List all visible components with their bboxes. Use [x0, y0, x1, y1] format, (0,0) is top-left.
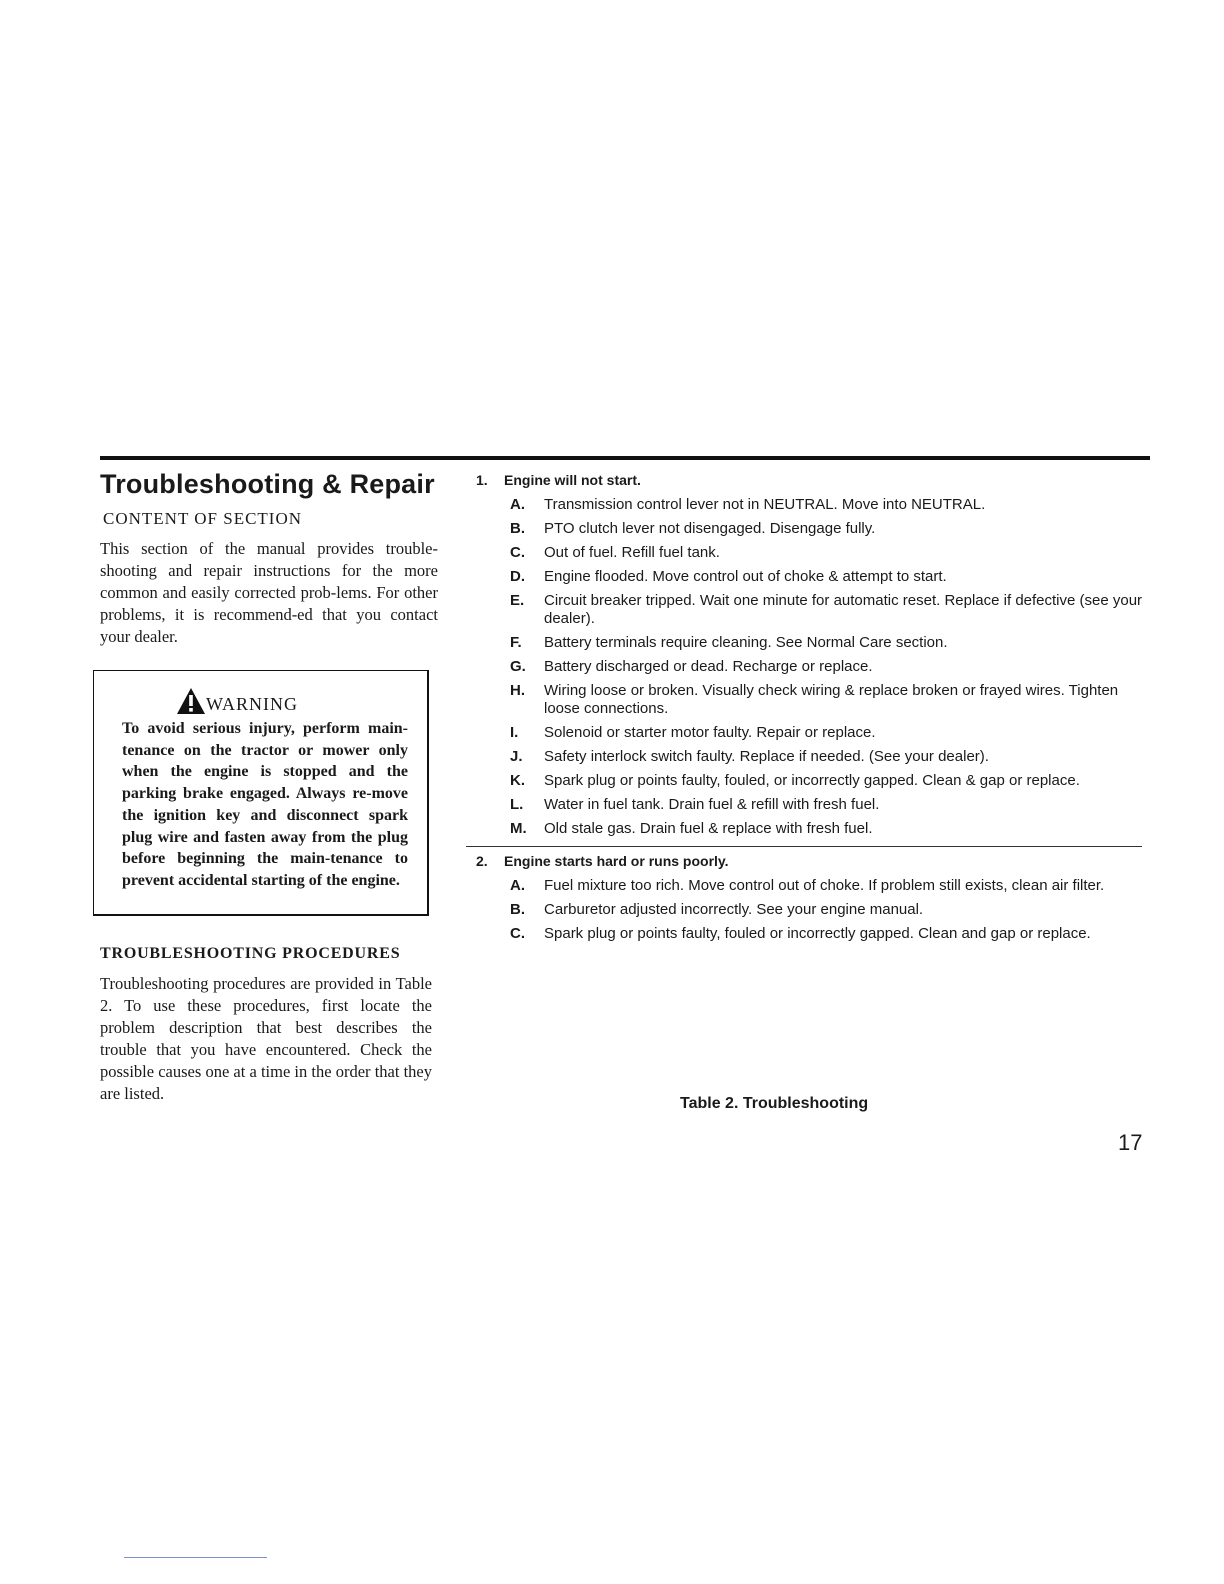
- cause-letter: B.: [510, 901, 525, 918]
- cause-text: Transmission control lever not in NEUTRAL. Move into NEUTRAL.: [544, 496, 986, 513]
- cause-item: [466, 724, 1156, 742]
- procedures-heading: TROUBLESHOOTING PROCEDURES: [100, 945, 401, 962]
- troubleshooting-table: [466, 470, 1156, 943]
- cause-text: Wiring loose or broken. Visually check wiring & replace broken or frayed wires. Tighten loose connections.: [544, 682, 1119, 717]
- cause-text: Solenoid or starter motor faulty. Repair or replace.: [544, 724, 876, 741]
- cause-text: Battery terminals require cleaning. See Normal Care section.: [544, 634, 948, 651]
- intro-paragraph: This section of the manual provides trouble-shooting and repair instructions for the more common and easily corrected prob-lems. For other problems, it is recommend-ed that you contact your dealer.: [100, 539, 438, 646]
- cause-letter: G.: [510, 658, 526, 675]
- cause-text: Fuel mixture too rich. Move control out of choke. If problem still exists, clean air filter.: [544, 877, 1105, 894]
- warning-box: [93, 670, 429, 916]
- problem-divider: [466, 846, 1142, 847]
- problem-block: [466, 470, 1156, 838]
- cause-letter: A.: [510, 496, 525, 513]
- cause-letter: H.: [510, 682, 525, 699]
- cause-item: [466, 820, 1156, 838]
- cause-item: [466, 925, 1156, 943]
- cause-item: [466, 901, 1156, 919]
- content-heading: CONTENT OF SECTION: [103, 509, 303, 528]
- problem-block: [466, 846, 1156, 943]
- problem-heading: [466, 851, 1156, 871]
- cause-text: Circuit breaker tripped. Wait one minute for automatic reset. Replace if defective (see your dealer).: [544, 592, 1143, 627]
- cause-item: [466, 682, 1156, 718]
- cause-text: Carburetor adjusted incorrectly. See your engine manual.: [544, 901, 924, 918]
- procedures-paragraph: Troubleshooting procedures are provided in Table 2. To use these procedures, first locate the problem description that best describes the trouble that you have encountered. Check the possible causes one at a time in the order that they are listed.: [100, 974, 432, 1103]
- cause-item: [466, 592, 1156, 628]
- cause-letter: E.: [510, 592, 525, 609]
- cause-text: Water in fuel tank. Drain fuel & refill with fresh fuel.: [544, 796, 880, 813]
- bottom-rule: [124, 1557, 267, 1558]
- cause-item: [466, 568, 1156, 586]
- cause-letter: D.: [510, 568, 525, 585]
- cause-letter: L.: [510, 796, 524, 813]
- problem-number: 2.: [476, 853, 488, 869]
- problem-number: 1.: [476, 472, 488, 488]
- warning-triangle-icon: [176, 687, 206, 715]
- cause-letter: M.: [510, 820, 527, 837]
- cause-letter: F.: [510, 634, 522, 651]
- cause-item: [466, 544, 1156, 562]
- cause-text: Engine flooded. Move control out of choke & attempt to start.: [544, 568, 947, 585]
- cause-text: Old stale gas. Drain fuel & replace with fresh fuel.: [544, 820, 873, 837]
- warning-text: To avoid serious injury, perform main-tenance on the tractor or mower only when the engine is stopped and the parking brake engaged. Always re-move the ignition key and disconnect spark plug wire and fasten away from the plug before beginning the main-tenance to prevent accidental starting of the engine.: [122, 720, 408, 889]
- cause-text: Safety interlock switch faulty. Replace if needed. (See your dealer).: [544, 748, 989, 765]
- cause-item: [466, 658, 1156, 676]
- cause-text: Spark plug or points faulty, fouled, or incorrectly gapped. Clean & gap or replace.: [544, 772, 1080, 789]
- cause-letter: B.: [510, 520, 525, 537]
- cause-letter: J.: [510, 748, 523, 765]
- cause-item: [466, 748, 1156, 766]
- procedures-section: [100, 943, 432, 1105]
- cause-letter: I.: [510, 724, 519, 741]
- cause-letter: A.: [510, 877, 525, 894]
- cause-text: Battery discharged or dead. Recharge or replace.: [544, 658, 873, 675]
- table-caption: Table 2. Troubleshooting: [680, 1095, 869, 1112]
- problem-title: Engine will not start.: [504, 472, 641, 488]
- cause-item: [466, 634, 1156, 652]
- cause-item: [466, 772, 1156, 790]
- top-rule: [100, 456, 1150, 460]
- cause-item: [466, 496, 1156, 514]
- page-number: 17: [1118, 1130, 1143, 1155]
- cause-text: PTO clutch lever not disengaged. Disengage fully.: [544, 520, 876, 537]
- problem-title: Engine starts hard or runs poorly.: [504, 853, 729, 869]
- cause-text: Spark plug or points faulty, fouled or incorrectly gapped. Clean and gap or replace.: [544, 925, 1091, 942]
- section-title: Troubleshooting & Repair: [100, 469, 435, 499]
- problem-heading: [466, 470, 1156, 490]
- warning-label: WARNING: [206, 694, 298, 714]
- cause-text: Out of fuel. Refill fuel tank.: [544, 544, 720, 561]
- cause-letter: C.: [510, 925, 525, 942]
- cause-item: [466, 520, 1156, 538]
- cause-item: [466, 877, 1156, 895]
- warning-header: [176, 679, 298, 715]
- cause-item: [466, 796, 1156, 814]
- cause-letter: C.: [510, 544, 525, 561]
- left-column: [100, 468, 438, 648]
- cause-letter: K.: [510, 772, 525, 789]
